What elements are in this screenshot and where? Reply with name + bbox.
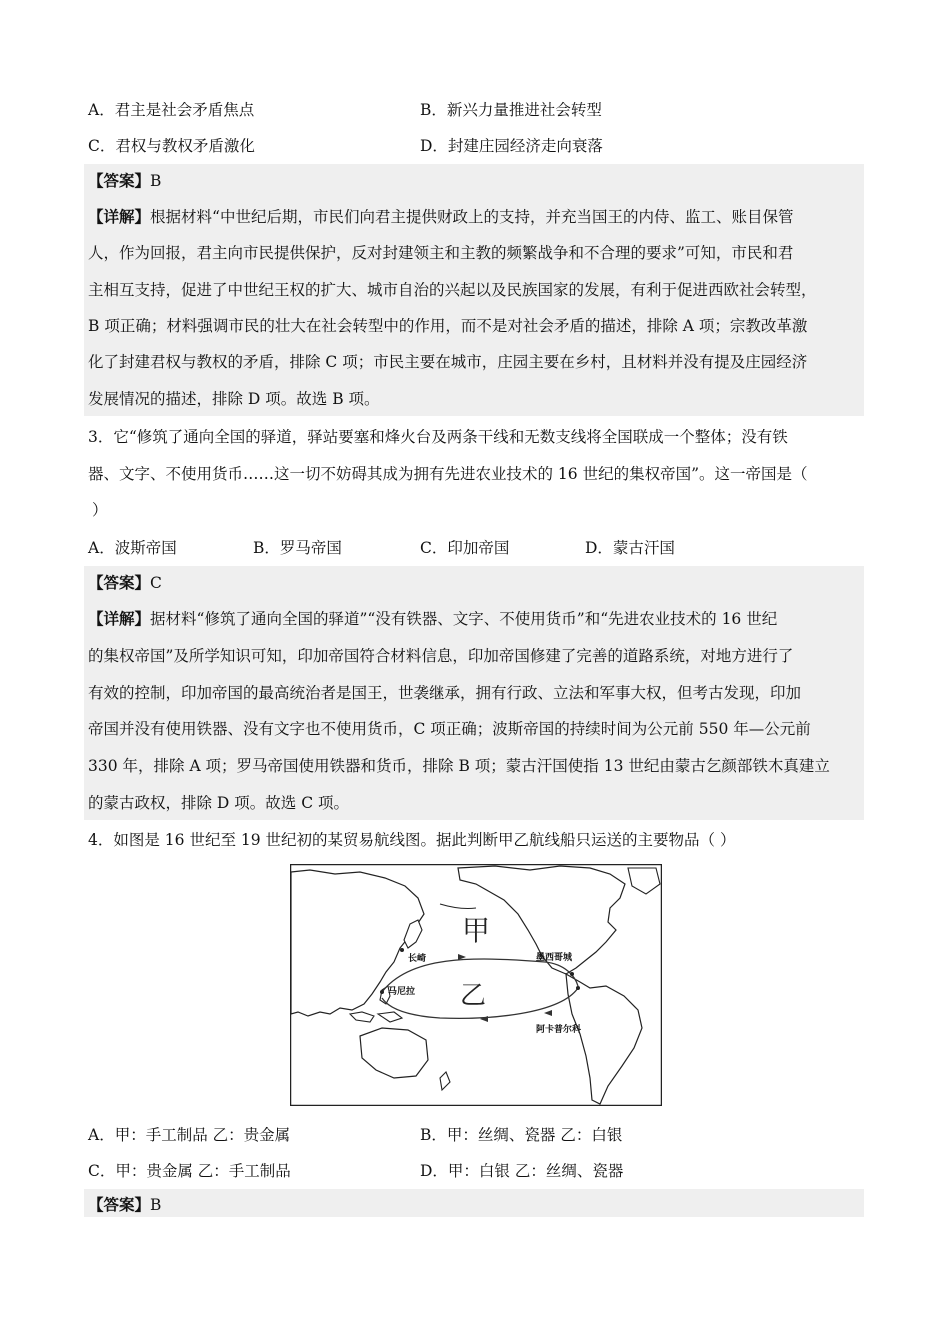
analysis-label: 【详解】 [88, 207, 151, 226]
analysis-label: 【详解】 [88, 609, 151, 628]
map-label-jia: 甲 [462, 914, 491, 947]
map-label-nagasaki: 长崎 [408, 954, 427, 964]
q2-option-c: C．君权与教权矛盾激化 [88, 137, 255, 155]
q3-analysis-line: 的蒙古政权，排除 D 项。故选 C 项。 [88, 794, 349, 812]
q2-analysis-line: 人，作为回报，君主向市民提供保护，反对封建领主和主教的频繁战争和不合理的要求”可知，市民和君 [88, 244, 794, 262]
q2-analysis-line: 【详解】根据材料“中世纪后期，市民们向君主提供财政上的支持，并充当国王的内侍、监工、账目保管 [88, 207, 794, 226]
q3-option-d: D．蒙古汗国 [585, 539, 675, 557]
map-label-manila: 马尼拉 [388, 987, 416, 997]
q3-analysis-line: 330 年，排除 A 项；罗马帝国使用铁器和货币，排除 B 项；蒙古汗国使指 13 世纪由蒙古乞颜部铁木真建立 [88, 757, 830, 775]
q3-analysis-line: 的集权帝国”及所学知识可知，印加帝国符合材料信息，印加帝国修建了完善的道路系统，对地方进行了 [88, 647, 794, 665]
q2-option-a: A．君主是社会矛盾焦点 [88, 101, 255, 119]
q4-option-c: C．甲：贵金属 乙：手工制品 [88, 1162, 291, 1180]
q2-option-d: D．封建庄园经济走向衰落 [420, 137, 603, 155]
q3-option-a: A．波斯帝国 [88, 539, 177, 557]
q4-option-d: D．甲：白银 乙：丝绸、瓷器 [420, 1162, 624, 1180]
nagasaki-marker [400, 948, 404, 952]
q3-analysis-line: 【详解】据材料“修筑了通向全国的驿道”“没有铁器、文字、不使用货币”和“先进农业技术的 16 世纪 [88, 609, 778, 628]
q2-analysis-line: B 项正确；材料强调市民的壮大在社会转型中的作用，而不是对社会矛盾的描述，排除 A 项；宗教改革激 [88, 317, 808, 335]
answer-value: B [150, 1196, 162, 1214]
q2-option-b: B．新兴力量推进社会转型 [420, 101, 602, 119]
q4-option-b: B．甲：丝绸、瓷器 乙：白银 [420, 1126, 623, 1144]
q2-analysis-line: 主相互支持，促进了中世纪王权的扩大、城市自治的兴起以及民族国家的发展，有利于促进西欧社会转型， [88, 281, 817, 299]
q3-analysis-line: 帝国并没有使用铁器、没有文字也不使用货币，C 项正确；波斯帝国的持续时间为公元前 550 年—公元前 [88, 720, 811, 738]
answer-label: 【答案】 [88, 171, 151, 190]
map-label-acapulco: 阿卡普尔科 [536, 1025, 582, 1035]
map-label-mexico-city: 墨西哥城 [536, 953, 573, 963]
map-label-yi: 乙 [460, 981, 487, 1011]
acapulco-marker [576, 986, 580, 990]
q3-answer [88, 573, 162, 593]
q4-option-a: A．甲：手工制品 乙：贵金属 [88, 1126, 291, 1144]
q3-stem-line: ） [92, 501, 108, 519]
q3-option-b: B．罗马帝国 [253, 539, 342, 557]
q2-analysis-line: 发展情况的描述，排除 D 项。故选 B 项。 [88, 390, 380, 408]
q3-stem-line: 器、文字、不使用货币……这一切不妨碍其成为拥有先进农业技术的 16 世纪的集权帝国”。这一帝国是（ [88, 465, 808, 483]
q2-answer [88, 171, 161, 191]
mexico-city-marker [570, 972, 574, 976]
manila-marker [380, 990, 384, 994]
q4-answer [88, 1195, 161, 1215]
q4-stem: 4．如图是 16 世纪至 19 世纪初的某贸易航线图。据此判断甲乙航线船只运送的主要物品（ ） [88, 831, 736, 849]
answer-label: 【答案】 [88, 573, 151, 592]
answer-label: 【答案】 [88, 1195, 151, 1214]
answer-value: C [150, 574, 162, 592]
answer-value: B [150, 172, 162, 190]
trade-route-map [290, 864, 662, 1106]
q2-analysis-line: 化了封建君权与教权的矛盾，排除 C 项；市民主要在城市，庄园主要在乡村，且材料并没有提及庄园经济 [88, 353, 808, 371]
q3-analysis-line: 有效的控制，印加帝国的最高统治者是国王，世袭继承，拥有行政、立法和军事大权，但考古发现，印加 [88, 684, 802, 702]
q3-option-c: C．印加帝国 [420, 539, 510, 557]
q3-stem-line: 3．它“修筑了通向全国的驿道，驿站要塞和烽火台及两条干线和无数支线将全国联成一个整体；没有铁 [88, 428, 788, 446]
q4-answer-block [84, 1189, 864, 1217]
